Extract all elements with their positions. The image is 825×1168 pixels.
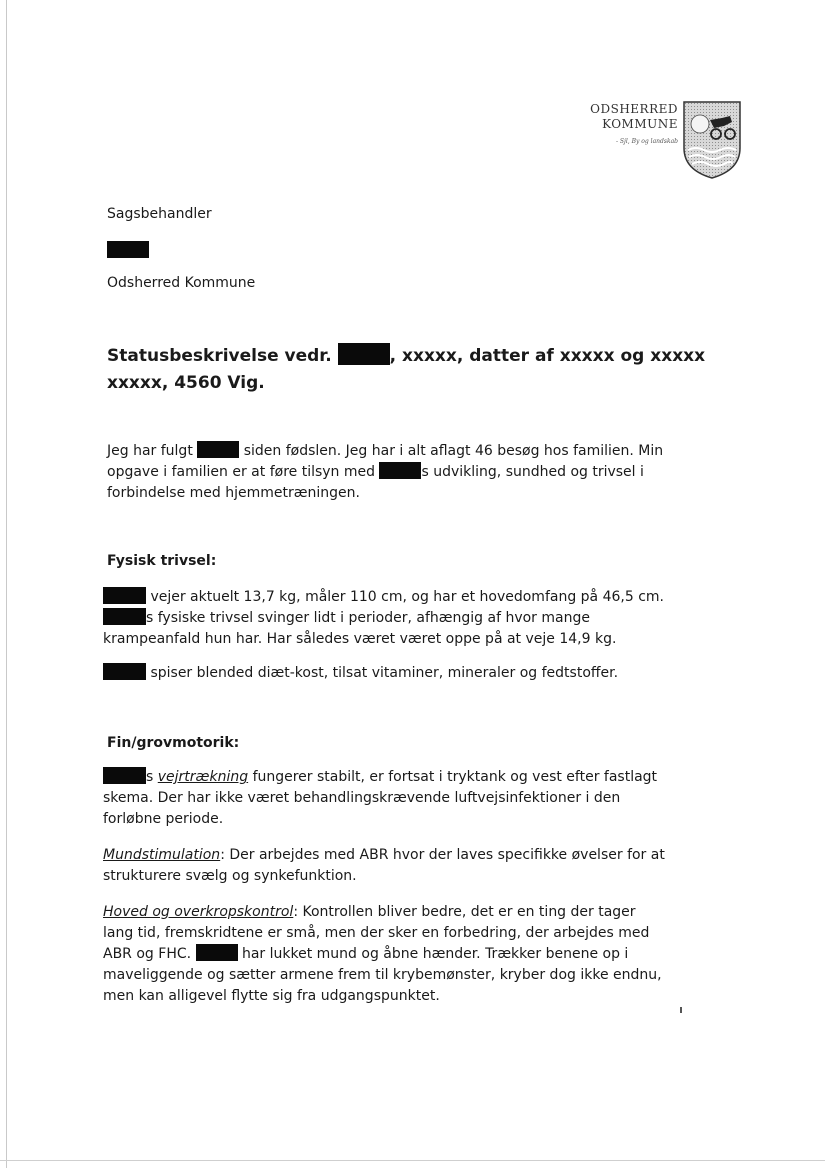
text: ABR og FHC.	[103, 946, 192, 962]
scan-artifact	[680, 1007, 682, 1013]
line	[103, 845, 703, 866]
title-line2: xxxxx, 4560 Vig.	[107, 373, 265, 393]
motor-paragraph-3	[103, 902, 703, 1007]
text: s udvikling, sundhed og trivsel i	[421, 464, 644, 480]
text: vejer aktuelt 13,7 kg, måler 110 cm, og har et hovedomfang på 46,5 cm.	[150, 589, 664, 605]
redaction-bar	[103, 767, 146, 784]
coat-of-arms-icon	[682, 100, 742, 180]
term-underlined: Mundstimulation	[103, 847, 221, 863]
scan-edge-left	[6, 0, 7, 1168]
letterhead	[586, 100, 746, 180]
text: fungerer stabilt, er fortsat i tryktank og vest efter fastlagt	[252, 769, 658, 785]
redaction-bar	[338, 343, 390, 365]
intro-line2	[107, 462, 707, 483]
line	[103, 902, 703, 923]
text: s fysiske trivsel svinger lidt i perioder, afhængig af hvor mange	[146, 610, 590, 626]
text: opgave i familien er at føre tilsyn med	[107, 464, 376, 480]
text: Jeg har fulgt	[107, 443, 193, 459]
redaction-bar	[379, 462, 421, 479]
section-heading-physical: Fysisk trivsel:	[107, 553, 217, 569]
recipient-name-redacted	[107, 241, 149, 262]
line: krampeanfald hun har. Har således været været oppe på at veje 14,9 kg.	[103, 631, 617, 647]
redaction-bar	[197, 441, 239, 458]
line: lang tid, fremskridtene er små, men der sker en forbedring, der arbejdes med	[103, 925, 650, 941]
term-underlined: vejrtrækning	[157, 769, 249, 785]
redaction-bar	[107, 241, 149, 258]
document-title	[107, 343, 707, 397]
redaction-bar	[103, 608, 146, 625]
redaction-bar	[103, 663, 146, 680]
line	[103, 608, 703, 629]
physical-paragraph-1	[103, 587, 703, 650]
line: forløbne periode.	[103, 811, 224, 827]
org-name-line2: KOMMUNE	[602, 117, 678, 131]
line	[103, 767, 703, 788]
text: : Kontrollen bliver bedre, det er en ting der tager	[293, 904, 636, 920]
intro-paragraph	[107, 441, 707, 504]
text: siden fødslen. Jeg har i alt aflagt 46 besøg hos familien. Min	[243, 443, 664, 459]
redaction-bar	[103, 587, 146, 604]
motor-paragraph-1	[103, 767, 703, 830]
org-name-line1: ODSHERRED	[590, 102, 678, 116]
title-text: Statusbeskrivelse vedr.	[107, 346, 332, 366]
title-text: , xxxxx, datter af xxxxx og xxxxx	[389, 346, 706, 366]
physical-paragraph-2	[103, 663, 703, 684]
motor-paragraph-2	[103, 845, 703, 887]
line: maveliggende og sætter armene frem til krybemønster, kryber dog ikke endnu,	[103, 967, 662, 983]
redaction-bar	[196, 944, 238, 961]
recipient-role: Sagsbehandler	[107, 206, 212, 222]
text: har lukket mund og åbne hænder. Trækker benene op i	[241, 946, 629, 962]
title-line1	[107, 343, 707, 370]
intro-line1	[107, 441, 707, 462]
intro-line3: forbindelse med hjemmetræningen.	[107, 485, 360, 501]
line: men kan alligevel flytte sig fra udgangspunktet.	[103, 988, 440, 1004]
line: strukturere svælg og synkefunktion.	[103, 868, 357, 884]
org-name	[558, 102, 678, 132]
line	[103, 944, 703, 965]
org-subtitle: - Sjl, By og landskab	[615, 138, 678, 145]
text: spiser blended diæt-kost, tilsat vitaminer, mineraler og fedtstoffer.	[150, 665, 619, 681]
recipient-org: Odsherred Kommune	[107, 275, 256, 291]
term-underlined: Hoved og overkropskontrol	[103, 904, 294, 920]
line: skema. Der har ikke været behandlingskrævende luftvejsinfektioner i den	[103, 790, 621, 806]
scan-edge-bottom	[0, 1160, 825, 1161]
section-heading-motor: Fin/grovmotorik:	[107, 735, 240, 751]
text: : Der arbejdes med ABR hvor der laves specifikke øvelser for at	[220, 847, 665, 863]
text: s	[146, 769, 154, 785]
line	[103, 587, 703, 608]
